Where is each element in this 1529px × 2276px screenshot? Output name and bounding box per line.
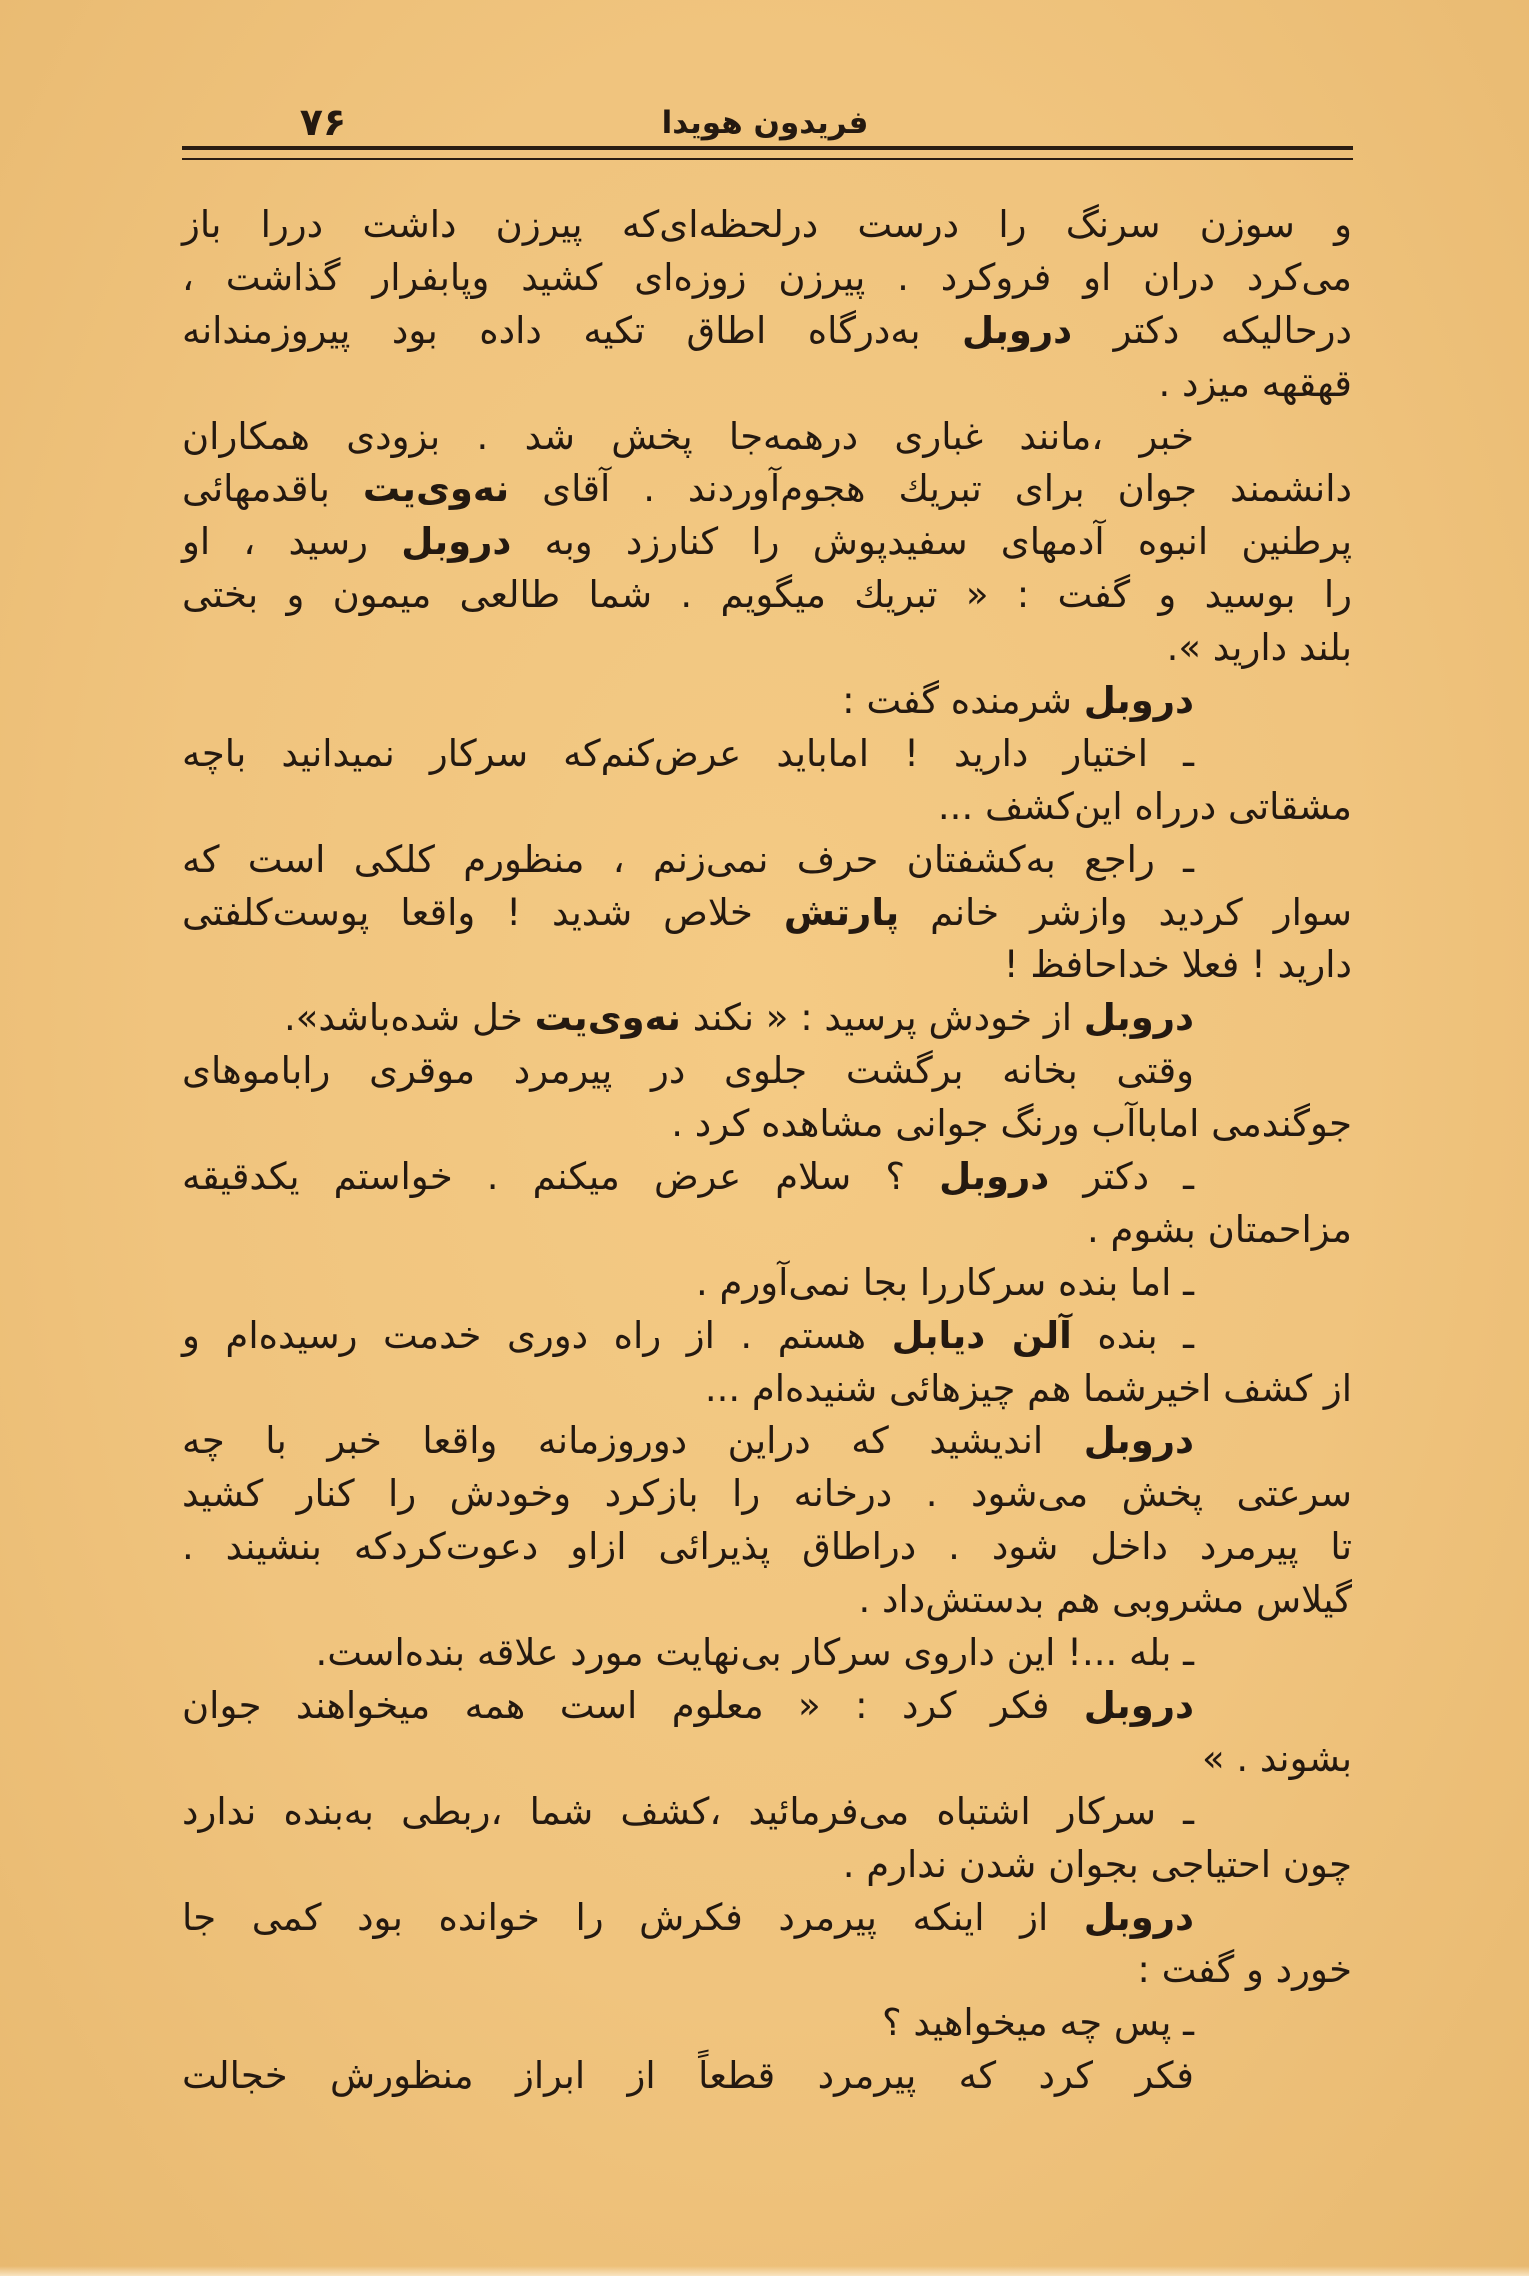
text-run: اندیشید که دراین دوروزمانه واقعا خبر با چه [182, 1419, 1084, 1463]
text-line [182, 1733, 1352, 1786]
line-text [858, 1574, 1352, 1627]
text-line [182, 1310, 1352, 1363]
bold-name: پارتش [783, 890, 900, 934]
text-line [182, 1786, 1352, 1839]
text-line [182, 1627, 1352, 1680]
text-line [182, 834, 1352, 887]
line-text [1004, 939, 1352, 992]
line-text [182, 887, 1352, 940]
line-text [1158, 358, 1352, 411]
paragraph [182, 992, 1352, 1045]
paragraph [182, 199, 1352, 411]
text-run: گیلاس مشروبی هم بدستش‌داد . [858, 1578, 1352, 1622]
bold-name: نه‌وی‌یت [362, 467, 510, 511]
line-text [182, 1415, 1194, 1468]
bold-name: دروبل [1083, 1895, 1194, 1939]
text-run: از کشف اخیرشما هم چیزهائی شنیده‌ام ... [704, 1366, 1352, 1410]
text-run: خل شده‌باشد». [284, 996, 535, 1040]
text-run: مشقاتی درراه این‌کشف ... [937, 784, 1352, 828]
line-text [182, 728, 1194, 781]
text-run: را بوسید و گفت : « تبریك میگویم . شما طالعی میمون و بختی [182, 573, 1352, 617]
text-line [182, 1680, 1352, 1733]
text-line [182, 463, 1352, 516]
line-text [842, 675, 1194, 728]
page-number: ۷۶ [299, 100, 347, 144]
rule-thin-line [182, 158, 1353, 160]
line-text [182, 252, 1352, 305]
line-text [315, 1627, 1194, 1680]
text-run: هستم . از راه دوری خدمت رسیده‌ام و [182, 1313, 892, 1357]
text-run: ـ بنده [1071, 1313, 1194, 1357]
line-text [671, 1098, 1352, 1151]
text-run: دارید ! فعلا خداحافظ ! [1003, 943, 1352, 987]
text-line [182, 1415, 1352, 1468]
text-run: خبر ،مانند غباری درهمه‌جا پخش شد . بزودی همکاران [182, 414, 1194, 458]
text-run: رسید ، او [182, 520, 402, 564]
text-run: می‌کرد دران او فروکرد . پیرزن زوزه‌ای کشید وپابفرار گذاشت ، [182, 255, 1352, 299]
text-run: ـ راجع به‌کشفتان حرف نمی‌زنم ، منظورم کلکی است که [182, 837, 1194, 881]
paragraph [182, 1310, 1352, 1416]
text-line [182, 1521, 1352, 1574]
text-line [182, 1892, 1352, 1945]
text-run: قهقهه میزد . [1158, 361, 1352, 405]
text-run: پرطنین انبوه آدمهای سفیدپوش را کنارزد وبه [511, 520, 1352, 564]
text-line [182, 992, 1352, 1045]
text-line [182, 1944, 1352, 1997]
text-line [182, 781, 1352, 834]
bold-name: دروبل [961, 308, 1073, 352]
text-line [182, 1098, 1352, 1151]
text-line [182, 305, 1352, 358]
line-text [182, 1892, 1194, 1945]
text-line [182, 1257, 1352, 1310]
line-text [843, 1839, 1352, 1892]
paragraph [182, 1680, 1352, 1786]
paragraph [182, 1627, 1352, 1680]
text-run: مزاحمتان بشوم . [1087, 1207, 1352, 1251]
text-line [182, 728, 1352, 781]
line-text [1087, 1204, 1352, 1257]
paragraph [182, 2050, 1352, 2103]
text-line [182, 622, 1352, 675]
text-run: از اینکه پیرمرد فکرش را خوانده بود کمی جا [182, 1895, 1084, 1939]
line-text [182, 1786, 1194, 1839]
paragraph [182, 1045, 1352, 1151]
paragraph [182, 1151, 1352, 1257]
text-line [182, 939, 1352, 992]
bold-name: دروبل [1083, 996, 1194, 1040]
line-text [182, 1045, 1194, 1098]
text-run: درحالیکه دکتر [1072, 308, 1352, 352]
text-line [182, 1839, 1352, 1892]
text-line [182, 1997, 1352, 2050]
line-text [182, 199, 1352, 252]
line-text [182, 569, 1352, 622]
bold-name: دروبل [939, 1155, 1050, 1199]
paragraph [182, 1415, 1352, 1627]
text-line [182, 1574, 1352, 1627]
text-run: تا پیرمرد داخل شود . دراطاق پذیرائی ازاو دعوت‌کردکه بنشیند . [182, 1525, 1352, 1569]
text-run: ـ پس چه میخواهید ؟ [881, 2001, 1194, 2045]
line-text [182, 1151, 1194, 1204]
text-run: فکر کرد : « معلوم است همه میخواهند جوان [182, 1683, 1084, 1727]
line-text [938, 781, 1352, 834]
line-text [1137, 1944, 1352, 1997]
rule-thick-line [182, 146, 1353, 150]
text-line [182, 1045, 1352, 1098]
text-run: بلند دارید ». [1166, 626, 1352, 670]
text-run: از خودش پرسید : « نکند [680, 996, 1084, 1040]
running-title: فریدون هویدا [661, 105, 869, 141]
text-run: ـ سرکار اشتباه می‌فرمائید ،کشف شما ،ربطی به‌بنده ندارد [182, 1789, 1194, 1833]
bold-name: دروبل [1083, 679, 1194, 723]
text-run: دانشمند جوان برای تبریك هجوم‌آوردند . آقای [509, 467, 1352, 511]
paragraph [182, 411, 1352, 675]
text-run: خلاص شدید ! واقعا پوست‌کلفتی [182, 890, 784, 934]
bold-name: آلن دیابل [891, 1313, 1072, 1357]
text-run: ـ اما بنده سرکاررا بجا نمی‌آورم . [695, 1260, 1194, 1304]
line-text [182, 463, 1352, 516]
line-text [1167, 622, 1352, 675]
text-line [182, 1204, 1352, 1257]
paragraph [182, 1997, 1352, 2050]
text-line [182, 675, 1352, 728]
bold-name: دروبل [1083, 1419, 1194, 1463]
text-run: وقتی بخانه برگشت جلوی در پیرمرد موقری راباموهای [182, 1049, 1194, 1093]
text-line [182, 1363, 1352, 1416]
line-text [182, 1521, 1352, 1574]
line-text [182, 516, 1352, 569]
text-line [182, 1468, 1352, 1521]
text-run: فکر کرد که پیرمرد قطعاً از ابراز منظورش خجالت [182, 2054, 1194, 2098]
line-text [705, 1363, 1352, 1416]
line-text [182, 1310, 1194, 1363]
text-run: چون احتیاجی بجوان شدن ندارم . [842, 1842, 1352, 1886]
paragraph [182, 1786, 1352, 1892]
line-text [284, 992, 1194, 1045]
text-run: ـ دکتر [1049, 1155, 1194, 1199]
text-line [182, 411, 1352, 464]
paragraph [182, 728, 1352, 834]
paragraph [182, 675, 1352, 728]
text-run: ـ بله ...! این داروی سرکار بی‌نهایت مورد علاقه بنده‌است. [315, 1631, 1194, 1675]
line-text [182, 1468, 1352, 1521]
text-run: سرعتی پخش می‌شود . درخانه را بازکرد وخودش را کنار کشید [182, 1472, 1352, 1516]
line-text [1202, 1733, 1352, 1786]
text-line [182, 358, 1352, 411]
text-line [182, 199, 1352, 252]
paragraph [182, 1892, 1352, 1998]
text-line [182, 1151, 1352, 1204]
text-run: ـ اختیار دارید ! اماباید عرض‌کنم‌که سرکار نمیدانید باچه [182, 731, 1194, 775]
text-run: سوار کردید وازشر خانم [899, 890, 1352, 934]
text-line [182, 252, 1352, 305]
text-run: به‌درگاه اطاق تکیه داده بود پیروزمندانه [182, 308, 962, 352]
text-line [182, 2050, 1352, 2103]
text-line [182, 569, 1352, 622]
line-text [182, 305, 1352, 358]
text-run: ؟ سلام عرض میکنم . خواستم یکدقیقه [182, 1155, 940, 1199]
text-line [182, 516, 1352, 569]
body-text [182, 199, 1352, 2103]
text-run: جوگندمی اماباآب ورنگ جوانی مشاهده کرد . [671, 1102, 1352, 1146]
text-run: بشوند . » [1201, 1736, 1352, 1780]
bold-name: نه‌وی‌یت [534, 996, 681, 1040]
bold-name: دروبل [401, 520, 512, 564]
line-text [182, 834, 1194, 887]
line-text [182, 411, 1194, 464]
text-run: باقدمهائی [182, 467, 363, 511]
text-run: و سوزن سرنگ را درست درلحظه‌ای‌که پیرزن داشت دررا باز [182, 203, 1352, 246]
bold-name: دروبل [1083, 1683, 1194, 1727]
paragraph [182, 1257, 1352, 1310]
paragraph [182, 834, 1352, 993]
line-text [696, 1257, 1194, 1310]
text-run: شرمنده گفت : [842, 679, 1084, 723]
text-line [182, 887, 1352, 940]
line-text [882, 1997, 1194, 2050]
line-text [182, 1680, 1194, 1733]
text-run: خورد و گفت : [1137, 1948, 1352, 1992]
line-text [182, 2050, 1194, 2103]
